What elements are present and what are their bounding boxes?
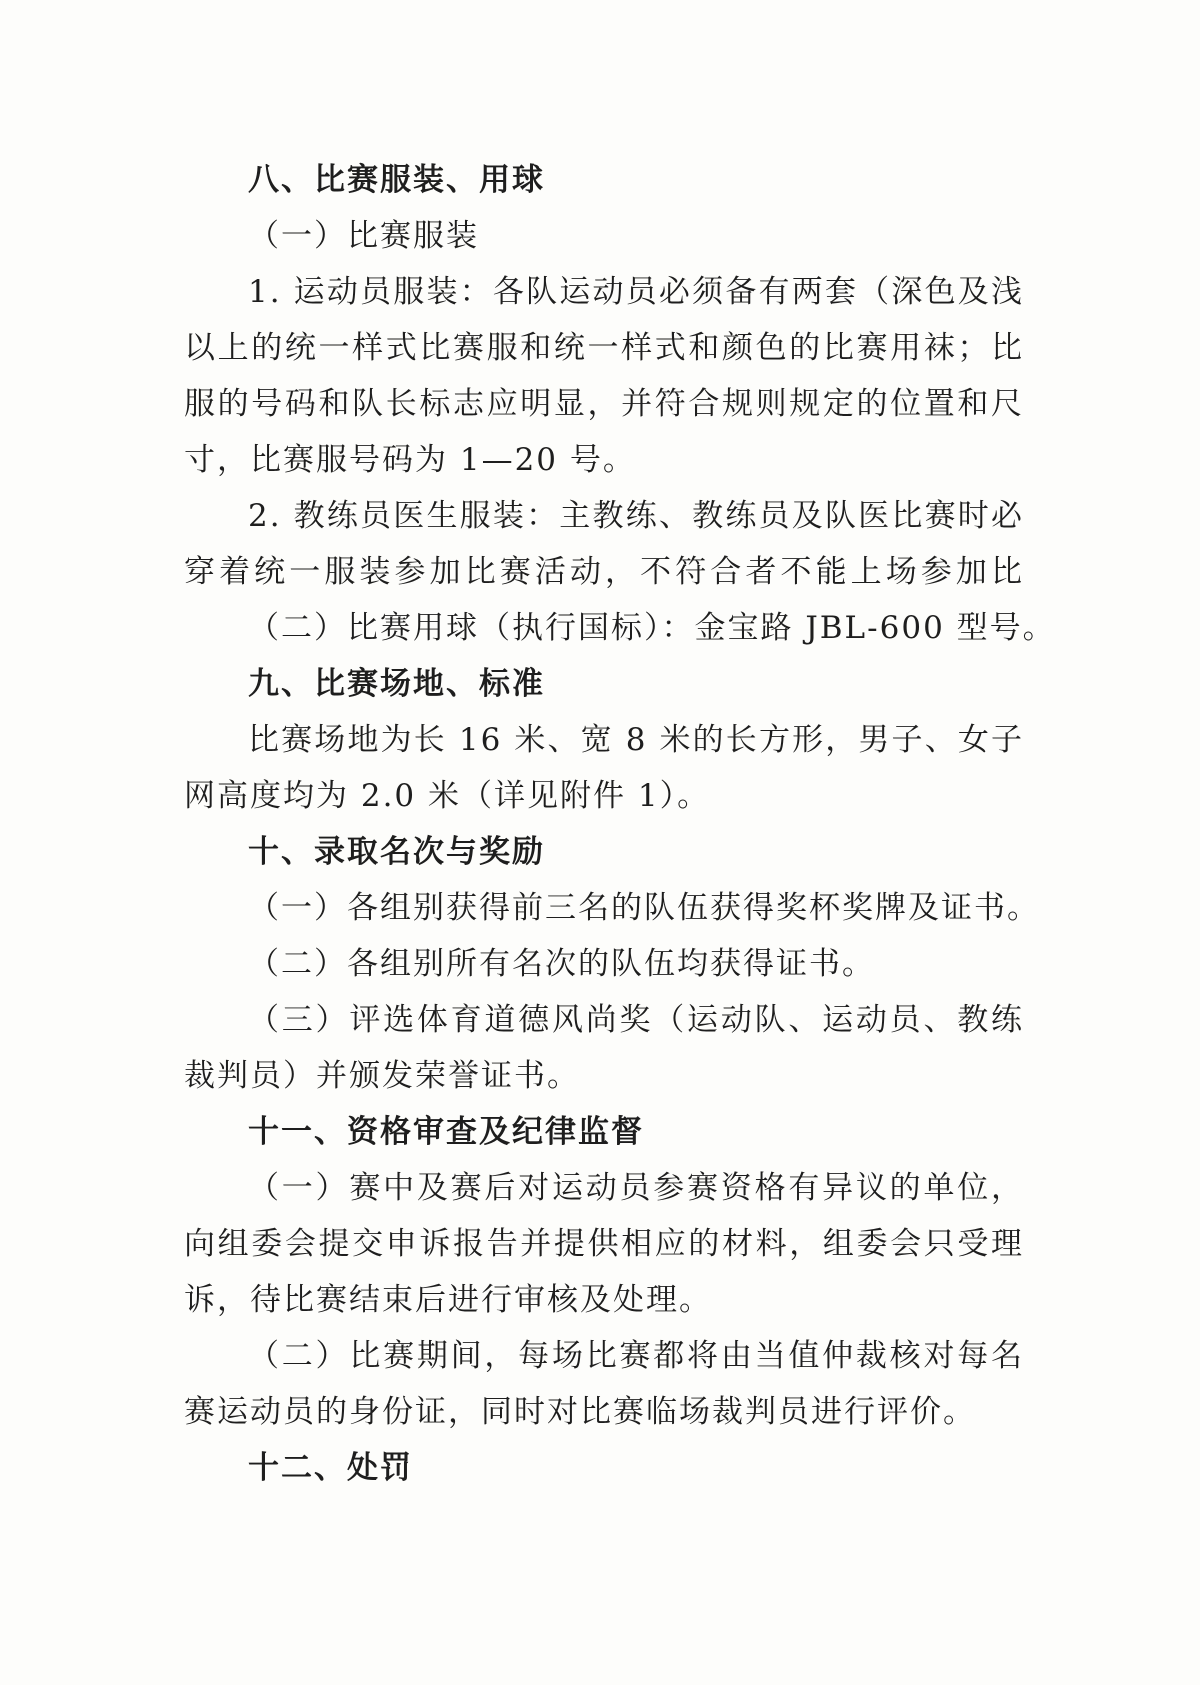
- document-body: [184, 152, 1056, 1496]
- paragraph-line: 寸，比赛服号码为 1—20 号。: [184, 442, 636, 478]
- paragraph-line: 服的号码和队长标志应明显，并符合规则规定的位置和尺: [184, 386, 1024, 422]
- paragraph-line: （三）评选体育道德风尚奖（运动队、运动员、教练: [248, 1002, 1024, 1038]
- paragraph-line: （二）比赛用球（执行国标）：金宝路 JBL-600 型号。: [248, 610, 1056, 646]
- section-heading-8: 八、比赛服装、用球: [248, 162, 545, 198]
- paragraph-line: 诉，待比赛结束后进行审核及处理。: [184, 1282, 712, 1318]
- paragraph-line: 2. 教练员医生服装：主教练、教练员及队医比赛时必: [248, 498, 1024, 534]
- section-heading-11: 十一、资格审查及纪律监督: [248, 1114, 644, 1150]
- subsection-heading: （一）比赛服装: [248, 218, 479, 254]
- section-heading-12: 十二、处罚: [248, 1450, 413, 1486]
- paragraph-line: （一）赛中及赛后对运动员参赛资格有异议的单位，: [248, 1170, 1024, 1206]
- paragraph-line: 网高度均为 2.0 米（详见附件 1）。: [184, 778, 711, 814]
- paragraph-line: 向组委会提交申诉报告并提供相应的材料，组委会只受理: [184, 1226, 1024, 1262]
- paragraph-line: 比赛场地为长 16 米、宽 8 米的长方形，男子、女子: [248, 722, 1024, 758]
- paragraph-line: 穿着统一服装参加比赛活动，不符合者不能上场参加比: [184, 554, 1024, 590]
- section-heading-9: 九、比赛场地、标准: [248, 666, 545, 702]
- paragraph-line: 裁判员）并颁发荣誉证书。: [184, 1058, 580, 1094]
- paragraph-line: （二）比赛期间，每场比赛都将由当值仲裁核对每名: [248, 1338, 1024, 1374]
- paragraph-line: （一）各组别获得前三名的队伍获得奖杯奖牌及证书。: [248, 890, 1040, 926]
- paragraph-line: 赛运动员的身份证，同时对比赛临场裁判员进行评价。: [184, 1394, 976, 1430]
- paragraph-line: （二）各组别所有名次的队伍均获得证书。: [248, 946, 875, 982]
- paragraph-line: 1. 运动员服装：各队运动员必须备有两套（深色及浅: [248, 274, 1024, 310]
- paragraph-line: 以上的统一样式比赛服和统一样式和颜色的比赛用袜；比: [184, 330, 1024, 366]
- section-heading-10: 十、录取名次与奖励: [248, 834, 545, 870]
